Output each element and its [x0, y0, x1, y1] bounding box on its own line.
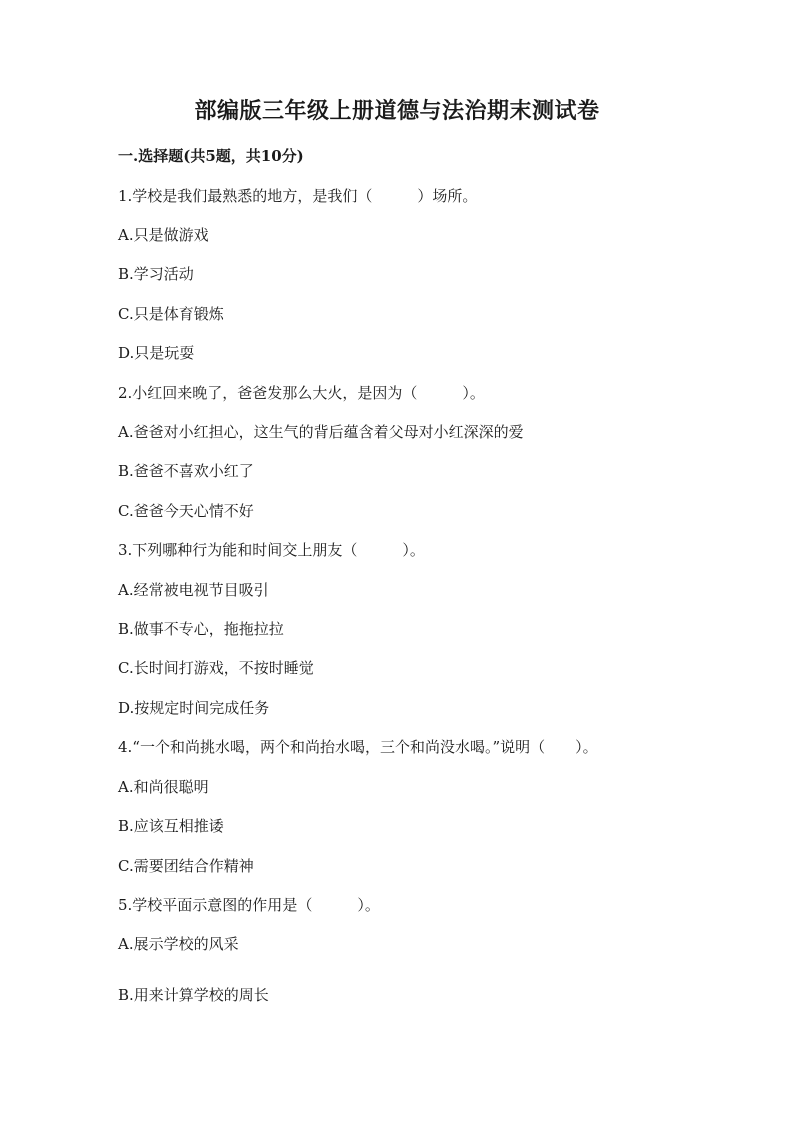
- question-1-option-c: C.只是体育锻炼: [118, 305, 224, 323]
- question-2-option-b: B.爸爸不喜欢小红了: [118, 462, 254, 480]
- question-3-option-c: C.长时间打游戏，不按时睡觉: [118, 659, 314, 677]
- question-3-option-a: A.经常被电视节目吸引: [118, 581, 269, 599]
- question-1-option-b: B.学习活动: [118, 265, 194, 283]
- question-1-option-d: D.只是玩耍: [118, 344, 195, 362]
- section-heading: 一.选择题(共5题，共10分): [118, 147, 304, 165]
- question-4-stem: 4.“一个和尚挑水喝，两个和尚抬水喝，三个和尚没水喝。”说明（ ）。: [118, 738, 598, 756]
- question-4-option-c: C.需要团结合作精神: [118, 857, 254, 875]
- question-5-option-b: B.用来计算学校的周长: [118, 986, 269, 1004]
- question-4-option-a: A.和尚很聪明: [118, 778, 209, 796]
- question-5-stem: 5.学校平面示意图的作用是（ ）。: [118, 896, 380, 914]
- question-3-stem: 3.下列哪种行为能和时间交上朋友（ ）。: [118, 541, 425, 559]
- question-2-stem: 2.小红回来晚了，爸爸发那么大火，是因为（ ）。: [118, 384, 485, 402]
- question-5-option-a: A.展示学校的风采: [118, 935, 239, 953]
- question-1-option-a: A.只是做游戏: [118, 226, 209, 244]
- question-2-option-a: A.爸爸对小红担心，这生气的背后蕴含着父母对小红深深的爱: [118, 423, 524, 441]
- question-4-option-b: B.应该互相推诿: [118, 817, 224, 835]
- question-3-option-d: D.按规定时间完成任务: [118, 699, 270, 717]
- page-title: 部编版三年级上册道德与法治期末测试卷: [194, 98, 600, 124]
- question-1-stem: 1.学校是我们最熟悉的地方，是我们（ ）场所。: [118, 187, 478, 205]
- question-2-option-c: C.爸爸今天心情不好: [118, 502, 254, 520]
- question-3-option-b: B.做事不专心，拖拖拉拉: [118, 620, 284, 638]
